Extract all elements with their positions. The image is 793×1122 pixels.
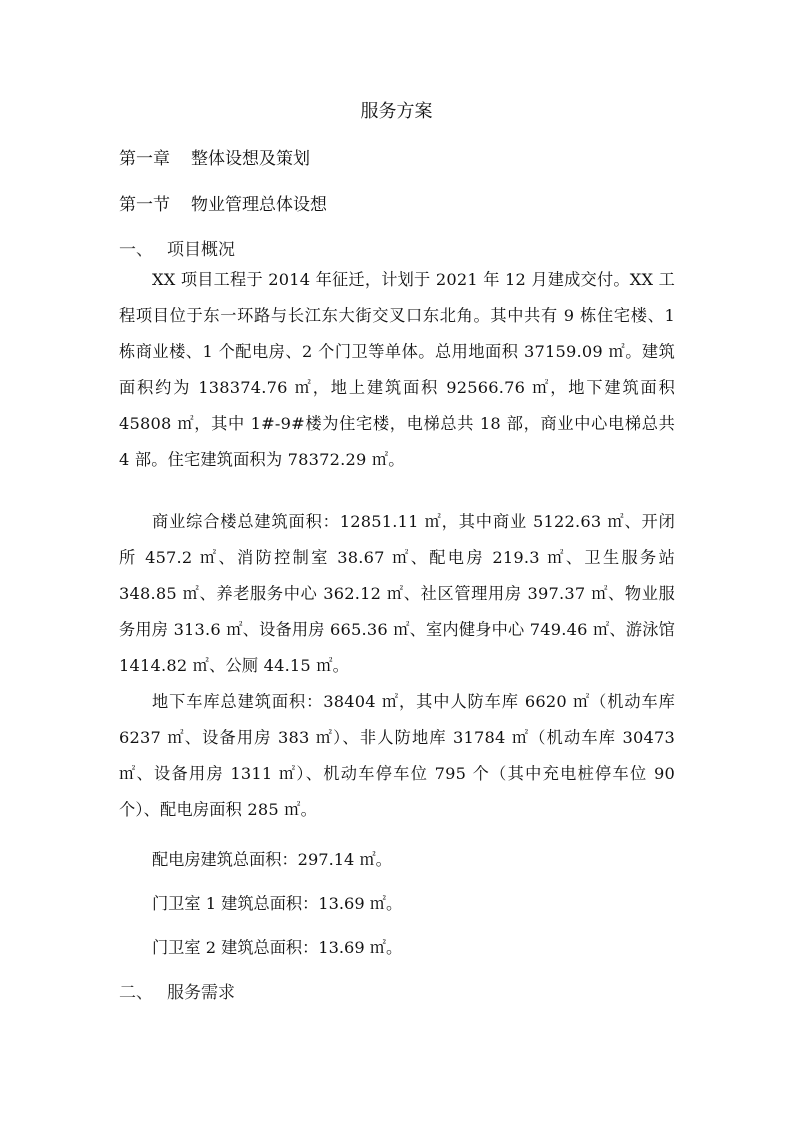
line-substation-area: 配电房建筑总面积：297.14 ㎡。	[152, 850, 392, 869]
item-heading-project-overview	[119, 235, 235, 260]
item-number: 一、	[119, 240, 153, 260]
paragraph-project-overview: XX 项目工程于 2014 年征迁，计划于 2021 年 12 月建成交付。XX 工程项目位于东一环路与长江东大街交叉口东北角。其中共有 9 栋住宅楼、1 栋商业楼、1 个配电房、2 个门卫等单体。总用地面积 37159.09 ㎡。建筑面积约为 138374.76 ㎡，地上建筑面积 92566.76 ㎡，地下建筑面积 45808 ㎡，其中 1#-9#楼为住宅楼，电梯总共 18 部，商业中心电梯总共 4 部。住宅建筑面积为 78372.29 ㎡。	[119, 270, 675, 469]
section-heading	[119, 190, 327, 215]
item-number: 二、	[119, 983, 153, 1003]
section-number: 第一节	[119, 195, 170, 215]
paragraph-commercial-building: 商业综合楼总建筑面积：12851.11 ㎡，其中商业 5122.63 ㎡、开闭所 457.2 ㎡、消防控制室 38.67 ㎡、配电房 219.3 ㎡、卫生服务站 348.85 ㎡、养老服务中心 362.12 ㎡、社区管理用房 397.37 ㎡、物业服务用房 313.6 ㎡、设备用房 665.36 ㎡、室内健身中心 749.46 ㎡、游泳馆 1414.82 ㎡、公厕 44.15 ㎡。	[119, 512, 675, 675]
line-guardroom-2-area: 门卫室 2 建筑总面积：13.69 ㎡。	[152, 938, 403, 957]
chapter-number: 第一章	[119, 149, 170, 169]
item-heading-service-needs	[119, 978, 235, 1003]
section-title: 物业管理总体设想	[191, 195, 327, 215]
document-title: 服务方案	[360, 101, 433, 122]
paragraph-underground-garage: 地下车库总建筑面积：38404 ㎡，其中人防车库 6620 ㎡（机动车库 6237 ㎡、设备用房 383 ㎡）、非人防地库 31784 ㎡（机动车库 30473 ㎡、设备用房 1311 ㎡）、机动车停车位 795 个（其中充电桩停车位 90 个）、配电房面积 285 ㎡。	[119, 692, 675, 819]
chapter-title: 整体设想及策划	[191, 149, 310, 169]
item-title: 服务需求	[167, 983, 235, 1003]
chapter-heading	[119, 144, 310, 169]
line-guardroom-1-area: 门卫室 1 建筑总面积：13.69 ㎡。	[152, 894, 403, 913]
item-title: 项目概况	[167, 240, 235, 260]
